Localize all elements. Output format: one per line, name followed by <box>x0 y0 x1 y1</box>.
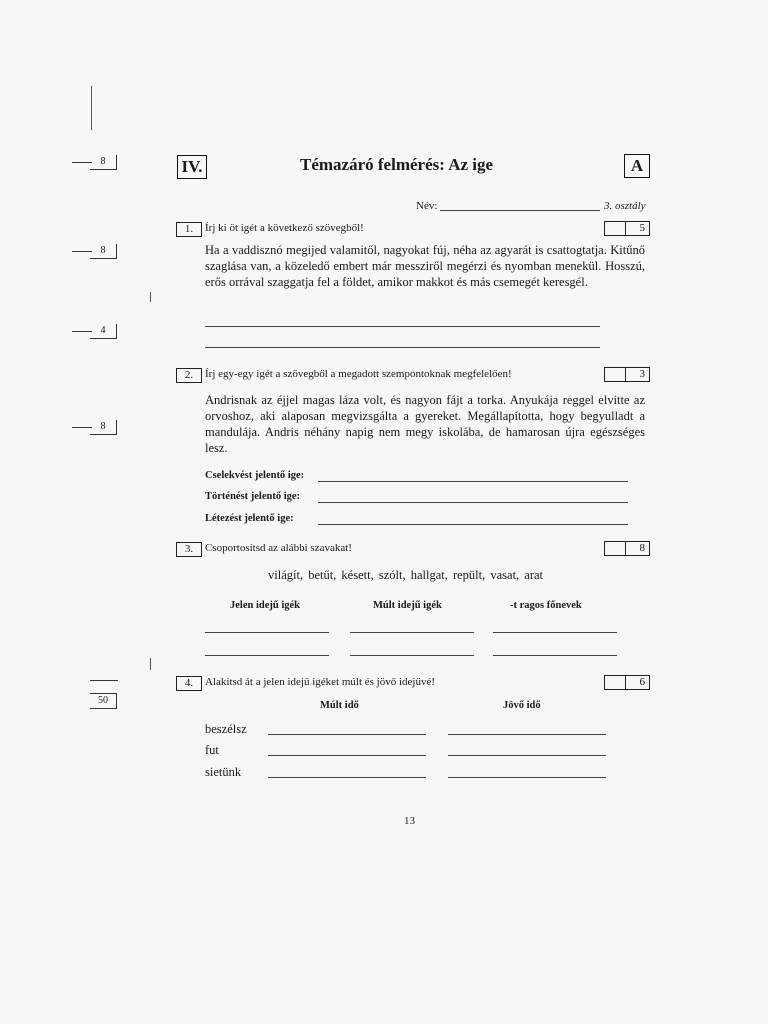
answer-line[interactable] <box>448 777 606 778</box>
column-heading: -t ragos főnevek <box>510 600 582 611</box>
question-instruction: Csoportosítsd az alábbi szavakat! <box>205 542 352 554</box>
answer-line[interactable] <box>268 734 426 735</box>
verb-type-label: Létezést jelentő ige: <box>205 513 294 524</box>
points-box: 5 <box>604 221 650 236</box>
name-label: Név: <box>416 200 438 212</box>
answer-line[interactable] <box>448 734 606 735</box>
answer-line[interactable] <box>268 777 426 778</box>
binding-line <box>91 86 92 130</box>
question-text: Andrisnak az éjjel magas láza volt, és nagyon fájt a torka. Anyukája reggel elvitte az orvoshoz, aki alaposan megvizsgálta a gyereket. Megállapította, hogy begyulladt a mandulája. Andris néhány napig nem megy iskolába, de hamarosan újra egészséges lesz. <box>205 393 645 455</box>
column-heading: Múlt idő <box>320 700 359 711</box>
points-box: 6 <box>604 675 650 690</box>
answer-line[interactable] <box>205 655 329 656</box>
answer-line[interactable] <box>205 632 329 633</box>
answer-line[interactable] <box>205 347 600 348</box>
class-label: 3. osztály <box>604 200 646 212</box>
verb-type-label: Történést jelentő ige: <box>205 491 301 502</box>
answer-line[interactable] <box>318 481 628 482</box>
section-number: IV. <box>177 155 207 179</box>
question-number: 2. <box>176 368 202 383</box>
name-field-line[interactable] <box>440 210 600 211</box>
points-box: 8 <box>604 541 650 556</box>
variant-letter: A <box>624 154 650 178</box>
column-heading: Jelen idejű igék <box>230 600 300 611</box>
margin-score-box: 8 <box>90 244 117 259</box>
answer-line[interactable] <box>350 632 474 633</box>
question-instruction: Írj ki öt igét a következő szövegből! <box>205 222 364 234</box>
verb-label: fut <box>205 743 219 757</box>
answer-line[interactable] <box>350 655 474 656</box>
question-instruction: Alakítsd át a jelen idejű igéket múlt és jövő idejűvé! <box>205 676 436 688</box>
question-text: Ha a vaddisznó megijed valamitől, nagyokat fúj, néha az agyarát is csattogtatja. Kitűnő szaglása van, a közeledő embert már messziről megérzi és nyomban menekül. Hosszú, erős orrával szaggatja fel a földet, amikor makkot és más csemegét keresgél. <box>205 243 645 289</box>
margin-score-box: 8 <box>90 420 117 435</box>
stray-mark <box>150 658 151 670</box>
verb-type-label: Cselekvést jelentő ige: <box>205 470 305 481</box>
answer-line[interactable] <box>493 655 617 656</box>
column-heading: Múlt idejű igék <box>373 600 442 611</box>
margin-score-box: 8 <box>90 155 117 170</box>
page-number: 13 <box>404 815 415 827</box>
question-number: 4. <box>176 676 202 691</box>
margin-total-line <box>90 680 118 681</box>
question-number: 3. <box>176 542 202 557</box>
verb-label: sietünk <box>205 765 242 779</box>
stray-mark <box>150 292 151 302</box>
page-title: Témazáró felmérés: Az ige <box>300 155 494 174</box>
answer-line[interactable] <box>318 524 628 525</box>
question-instruction: Írj egy-egy igét a szövegből a megadott szempontoknak megfelelően! <box>205 368 512 380</box>
answer-line[interactable] <box>493 632 617 633</box>
points-box: 3 <box>604 367 650 382</box>
answer-line[interactable] <box>318 502 628 503</box>
answer-line[interactable] <box>448 755 606 756</box>
column-heading: Jövő idő <box>503 700 541 711</box>
question-number: 1. <box>176 222 202 237</box>
verb-label: beszélsz <box>205 722 247 736</box>
answer-line[interactable] <box>268 755 426 756</box>
word-list: világít, betűt, késett, szólt, hallgat, repült, vasat, arat <box>268 568 544 582</box>
answer-line[interactable] <box>205 326 600 327</box>
margin-score-box: 4 <box>90 324 117 339</box>
margin-total-box: 50 <box>90 693 117 709</box>
